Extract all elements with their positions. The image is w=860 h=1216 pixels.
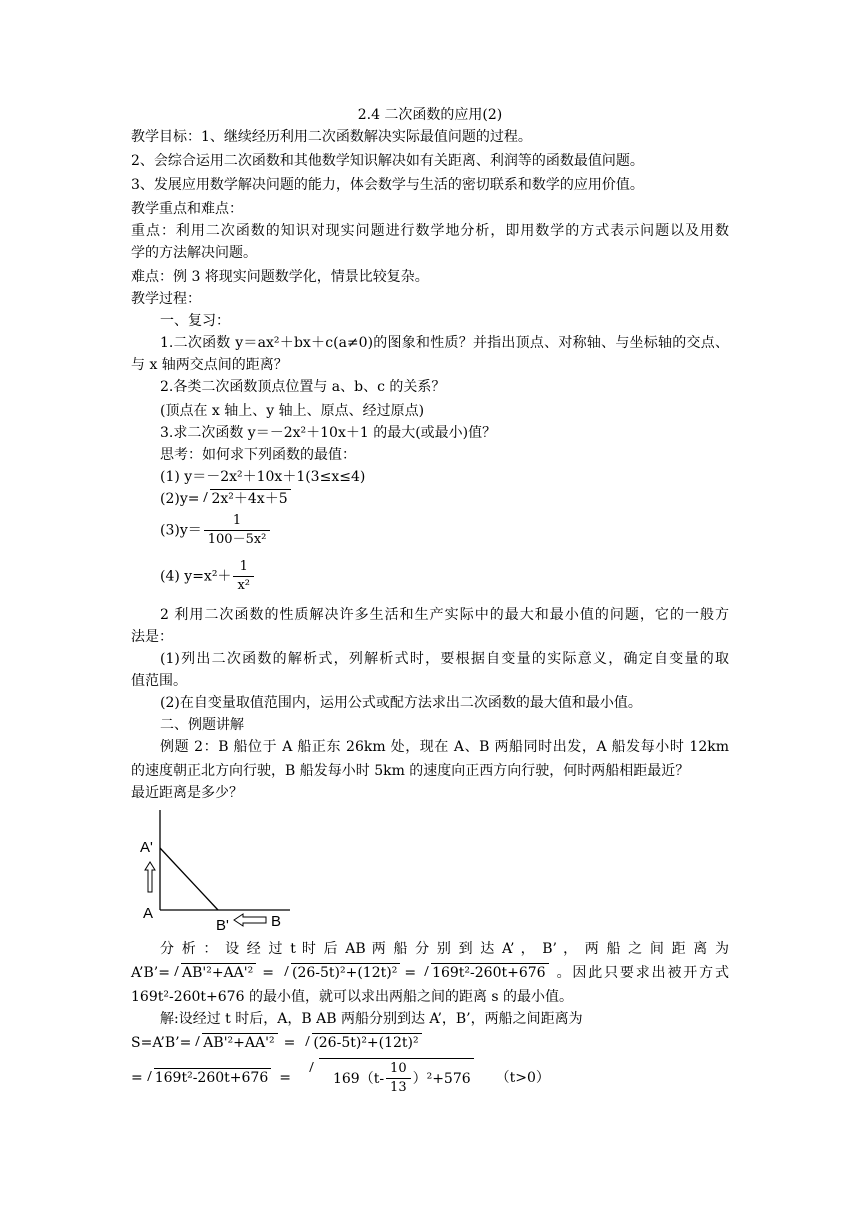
solution-line-2 xyxy=(131,1032,422,1054)
solution-line-3 xyxy=(131,1056,550,1100)
label-b: B xyxy=(271,913,282,930)
method-line-2: 法是： xyxy=(131,629,173,645)
label-a: A xyxy=(143,905,154,922)
example-2-line-3: 最近距离是多少？ xyxy=(131,785,243,801)
sqrt-symbol xyxy=(172,962,256,984)
examples-heading: 二、例题讲解 xyxy=(160,717,244,733)
sqrt-symbol xyxy=(422,962,549,984)
analysis-radicand-1: AB'²+AA'² xyxy=(181,963,256,982)
question-1-line-1: 1.二次函数 y＝ax²＋bx＋c(a≠0)的图象和性质？并指出顶点、对称轴、与坐标轴的交点、 xyxy=(160,335,729,351)
example-2-line-2: 的速度朝正北方向行驶，B 船发每小时 5km 的速度向正西方向行驶，何时两船相距最近？ xyxy=(131,763,690,779)
step-1-line-1: (1)列出二次函数的解析式，列解析式时，要根据自变量的实际意义，确定自变量的取 xyxy=(160,651,729,667)
solution-distance-label: S=A’B’= xyxy=(131,1035,192,1051)
function-3-denominator: 100－5x² xyxy=(204,530,271,549)
step-1-line-2: 值范围。 xyxy=(131,673,187,689)
solution-line-1: 解:设经过 t 时后，A，B AB 两船分别到达 A’，B’，两船之间距离为 xyxy=(160,1011,583,1027)
solution-fraction-denominator: 13 xyxy=(386,1078,411,1097)
function-4-numerator: 1 xyxy=(239,559,248,574)
analysis-line-2-suffix: 。因此只要求出被开方式 xyxy=(556,965,729,981)
think-prompt: 思考：如何求下列函数的最值： xyxy=(160,447,356,463)
sqrt-symbol xyxy=(145,1067,272,1089)
solution-equals-2: = xyxy=(279,1070,291,1086)
west-arrow-icon xyxy=(234,914,266,926)
function-3 xyxy=(160,512,272,554)
question-1-line-2: 与 x 轴两交点间的距离？ xyxy=(131,357,288,373)
sqrt-symbol xyxy=(201,488,290,510)
focus-line-2: 学的方法解决问题。 xyxy=(131,245,257,261)
focus-line-1: 重点：利用二次函数的知识对现实问题进行数学地分析，即用数学的方式表示问题以及用数 xyxy=(131,223,729,239)
analysis-line-2 xyxy=(131,962,729,984)
solution-completed-square-a: 169（t- xyxy=(332,1070,385,1087)
solution-fraction xyxy=(386,1060,411,1097)
north-arrow-icon xyxy=(145,862,155,892)
analysis-radicand-3: 169t²-260t+676 xyxy=(431,963,549,982)
function-2 xyxy=(160,488,291,510)
function-4-fraction xyxy=(233,558,254,595)
solution-radicand-2: (26-5t)²+(12t)² xyxy=(312,1033,421,1052)
sqrt-symbol xyxy=(303,1032,421,1054)
solution-radicand-4 xyxy=(319,1058,474,1099)
question-2-line-2: (顶点在 x 轴上、y 轴上、原点、经过原点) xyxy=(160,403,425,419)
solution-radicand-1: AB'²+AA'² xyxy=(202,1033,277,1052)
analysis-distance-label: A’B’= xyxy=(131,965,170,981)
sqrt-symbol xyxy=(193,1032,277,1054)
solution-radicand-3: 169t²-260t+676 xyxy=(154,1068,272,1087)
example-2-line-1: 例题 2：B 船位于 A 船正东 26km 处，现在 A、B 两船同时出发，A 船发每小时 12km xyxy=(160,739,729,755)
function-1: (1) y＝－2x²＋10x＋1(3≤x≤4) xyxy=(160,469,366,485)
function-2-radicand: 2x²＋4x＋5 xyxy=(210,489,290,508)
solution-equals-lead: = xyxy=(131,1070,143,1086)
function-2-prefix: (2)y= xyxy=(160,491,200,507)
objective-1: 教学目标：1、继续经历利用二次函数解决实际最值问题的过程。 xyxy=(131,129,532,145)
keypoints-heading: 教学重点和难点： xyxy=(131,201,243,217)
analysis-equals-2: = xyxy=(404,965,417,981)
label-b-prime: B' xyxy=(216,917,229,934)
ship-diagram xyxy=(130,800,300,935)
difficulty-text: 难点：例 3 将现实问题数学化，情景比较复杂。 xyxy=(131,269,429,285)
question-3: 3.求二次函数 y＝－2x²＋10x＋1 的最大(或最小)值？ xyxy=(160,425,497,441)
step-2: (2)在自变量取值范围内，运用公式或配方法求出二次函数的最大值和最小值。 xyxy=(160,695,642,711)
method-line-1: 2 利用二次函数的性质解决许多生活和生产实际中的最大和最小值的问题，它的一般方 xyxy=(160,607,729,623)
function-3-numerator: 1 xyxy=(232,513,242,528)
solution-fraction-numerator: 10 xyxy=(390,1061,407,1076)
analysis-line-3: 169t²-260t+676 的最小值，就可以求出两船之间的距离 s 的最小值。 xyxy=(131,989,574,1005)
sqrt-symbol xyxy=(282,962,400,984)
objective-2: 2、会综合运用二次函数和其他数学知识解决如有关距离、利润等的函数最值问题。 xyxy=(131,153,644,169)
question-2-line-1: 2.各类二次函数顶点位置与 a、b、c 的关系？ xyxy=(160,379,446,395)
sqrt-symbol-large xyxy=(307,1058,474,1099)
objective-3: 3、发展应用数学解决问题的能力，体会数学与生活的密切联系和数学的应用价值。 xyxy=(131,177,644,193)
solution-condition: （t>0） xyxy=(495,1070,550,1086)
review-heading: 一、复习： xyxy=(160,313,230,329)
function-3-fraction xyxy=(204,512,271,549)
distance-line xyxy=(160,848,218,910)
function-4-prefix: (4) y=x²＋ xyxy=(160,568,232,585)
analysis-equals-1: = xyxy=(262,965,274,981)
solution-equals-1: = xyxy=(283,1035,296,1051)
function-4 xyxy=(160,558,256,600)
solution-completed-square-b: ）²+576 xyxy=(412,1070,471,1087)
document-title: 2.4 二次函数的应用(2) xyxy=(357,107,503,123)
analysis-radicand-2: (26-5t)²+(12t)² xyxy=(291,963,400,982)
process-heading: 教学过程： xyxy=(131,291,201,307)
function-3-prefix: (3)y＝ xyxy=(160,522,202,539)
analysis-line-1: 分 析 ： 设 经 过 t 时 后 AB 两 船 分 别 到 达 A’ ， B’ ， 两 船 之 间 距 离 为 xyxy=(160,941,729,957)
function-4-denominator: x² xyxy=(233,576,254,595)
label-a-prime: A' xyxy=(140,839,153,856)
